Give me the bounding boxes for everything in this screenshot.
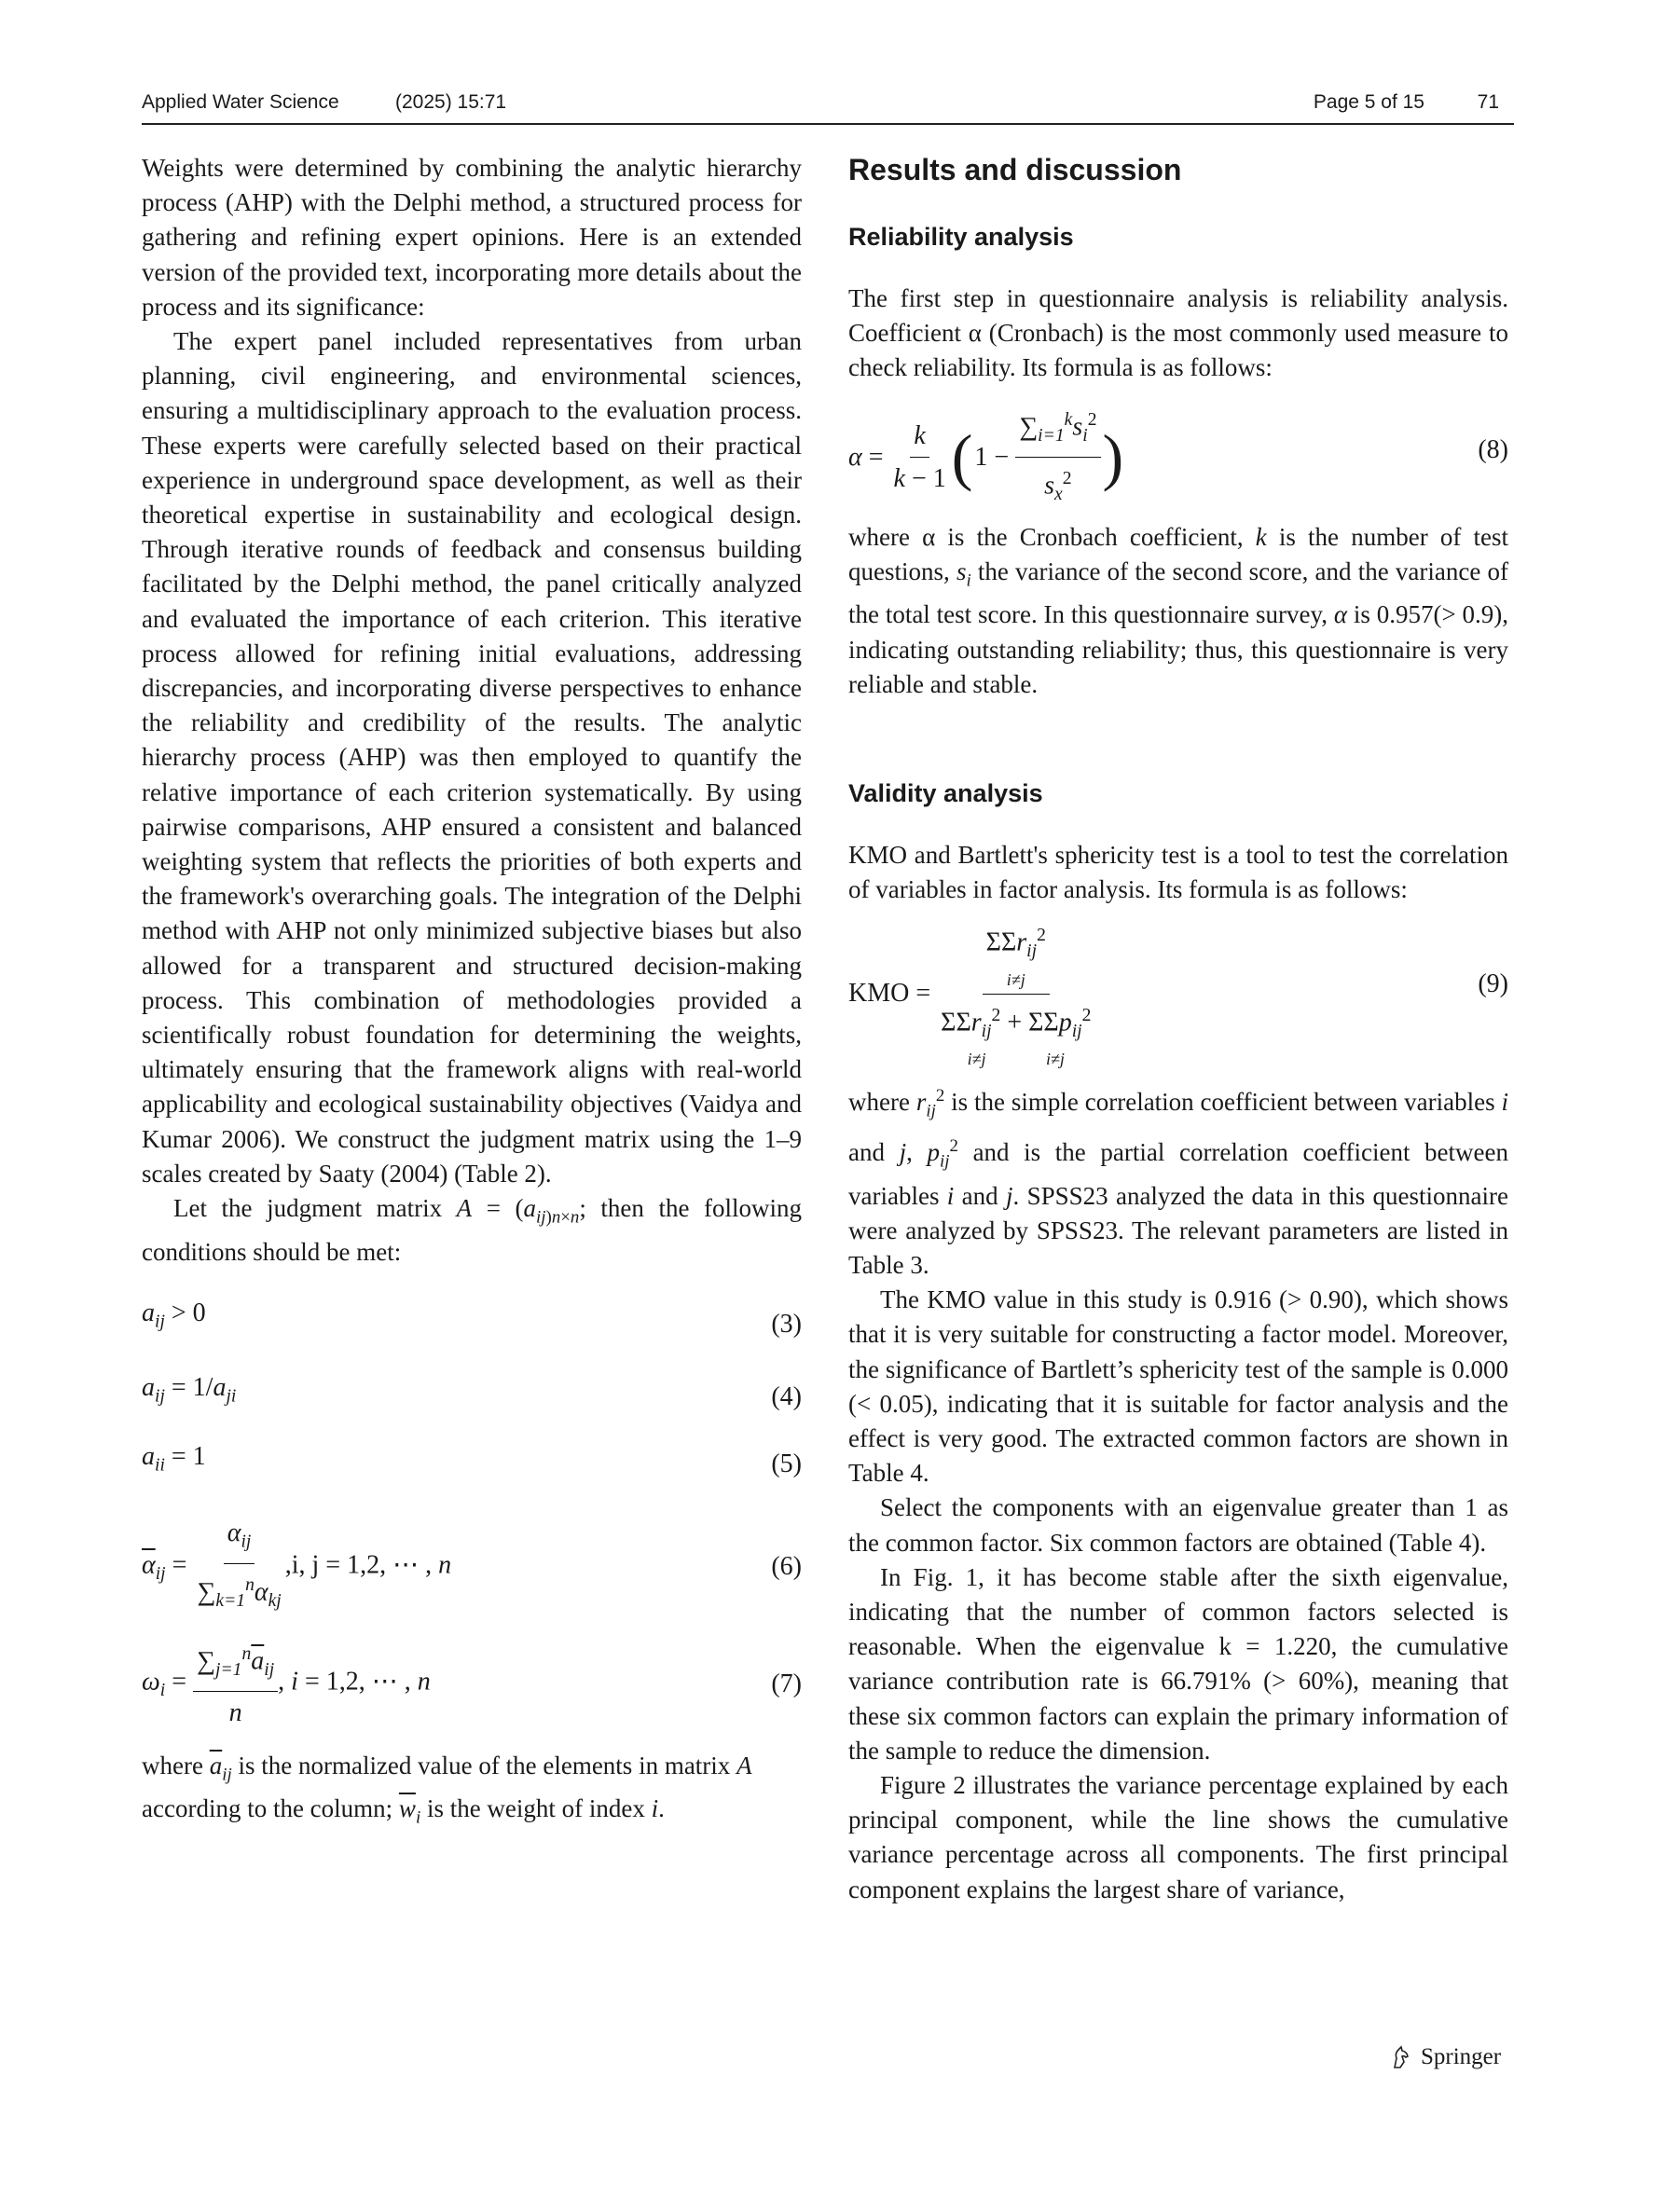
equation-7: $\omega_i$ = $\frac{\sum_{j=1}^n\overline{a}_{ij}}{n}$ , i = 1,2, ⋯ , n (7) [142, 1637, 802, 1749]
right-column [848, 151, 1508, 1907]
header-rule [142, 123, 1514, 125]
equation-label: (5) [771, 1449, 802, 1478]
equation-label: (8) [1478, 434, 1508, 464]
paragraph-components: Select the components with an eigenvalue greater than 1 as the common factor. Six common factors are obtained (Table 4). [848, 1493, 1508, 1557]
left-column [142, 151, 802, 1835]
equation-label: (6) [771, 1551, 802, 1581]
section-heading-results: Results and discussion [848, 153, 1182, 186]
paragraph-normalized: where $\overline{a}_{ij}$ is the normalized value of the elements in matrix A according to the column; $\overline{w}_i$ is the weight of index i. [142, 1751, 752, 1828]
paragraph-fig1: In Fig. 1, it has become stable after the sixth eigenvalue, indicating that the number of common factors selected is reasonable. When the eigenvalue k = 1.220, the cumulative variance contribution rate is 66.791% (> 60%), meaning that these six common factors can explain the primary information of the sample to reduce the dimension. [848, 1562, 1508, 1765]
publisher-name: Springer [1421, 2044, 1502, 2069]
springer-horse-icon [1389, 2045, 1413, 2069]
paragraph-validity: KMO and Bartlett's sphericity test is a tool to test the correlation of variables in factor analysis. Its formula is as follows: [848, 841, 1508, 904]
page-indicator: Page 5 of 15 [1313, 91, 1424, 113]
paragraph-judgment-matrix: Let the judgment matrix $A = (a_{ij)n\times n}$; then the following conditions should be met: [142, 1194, 803, 1266]
running-header [142, 86, 1514, 127]
paragraph-fig2: Figure 2 illustrates the variance percentage explained by each principal component, while the line shows the cumulative variance percentage across all components. The first principal component explains the largest share of variance, [848, 1771, 1508, 1903]
paragraph-cronbach: where α is the Cronbach coefficient, k is the number of test questions, $s_i$ the variance of the second score, and the variance of the total test score. In this questionnaire survey, α is 0.957(> 0.9), indicating outstanding reliability; thus, this questionnaire is very reliable and stable. [848, 522, 1508, 698]
equation-label: (9) [1478, 969, 1508, 999]
paragraph-kmo-value: The KMO value in this study is 0.916 (> 0.90), which shows that it is very suitable for constructing a factor model. Moreover, the significance of Bartlett’s sphericity test of the sample is 0.000 (< 0.05), indicating that it is suitable for factor analysis and the effect is very good. The extracted common factors are shown in Table 4. [848, 1285, 1508, 1488]
journal-name: Applied Water Science [142, 91, 339, 113]
equation-8: α = $\frac{k}{k - 1}$ ( 1 − $\frac{\sum_{i=1}^ks_i^2}{s_x^2}$ ) (8) [848, 397, 1508, 501]
equation-6: $\overline{\alpha}_{ij}$ = $\frac{\alpha_{ij}}{\sum_{k=1}^n\alpha_{kj}}$ ,i, j = 1,2, ⋯ , n (6) [142, 1516, 802, 1618]
equation-label: (4) [771, 1381, 802, 1411]
subsection-heading-validity: Validity analysis [848, 779, 1043, 808]
paragraph-weights: Weights were determined by combining the analytic hierarchy process (AHP) with the Delphi method, a structured process for gathering and refining expert opinions. Here is an extended version of the provided text, incorporating more details about the process and its significance: [142, 154, 802, 321]
paragraph-kmo-definition: where $r_{ij}^2$ is the simple correlation coefficient between variables i and j, $p_{ij}^2$ and is the partial correlation coefficient between variables i and j. SPSS23 analyzed the data in this questionnaire were analyzed by SPSS23. The relevant parameters are listed in Table 3. [848, 1086, 1509, 1280]
article-number: 71 [1477, 91, 1499, 113]
subsection-heading-reliability: Reliability analysis [848, 223, 1074, 251]
equation-3: $a_{ij} > 0$ (3) [142, 1288, 802, 1344]
equation-4: $a_{ij} = 1/a_{ji}$ (4) [142, 1367, 802, 1422]
paragraph-reliability: The first step in questionnaire analysis is reliability analysis. Coefficient α (Cronbach) is the most commonly used measure to check reliability. Its formula is as follows: [848, 284, 1508, 382]
equation-9: KMO = ΣΣr$_{ij}^2$ i≠j ΣΣr$_{ij}^2$ + ΣΣp$_{ij}^2$ i≠j i≠j (9) [848, 918, 1508, 1058]
equation-5: $a_{ii} = 1$ (5) [142, 1439, 802, 1495]
paragraph-expert-panel: The expert panel included representatives from urban planning, civil engineering, and environmental sciences, ensuring a multidisciplinary approach to the evaluation process. These experts were carefully selected based on their practical experience in underground space development, as well as their theoretical expertise in sustainability and ecological design. Through iterative rounds of feedback and consensus building facilitated by the Delphi method, the panel critically analyzed and evaluated the importance of each criterion. This iterative process allowed for refining initial evaluations, addressing discrepancies, and incorporating diverse perspectives to enhance the reliability and credibility of the results. The analytic hierarchy process (AHP) was then employed to quantify the relative importance of each criterion systematically. By using pairwise comparisons, AHP ensured a consistent and balanced weighting system that reflects the priorities of both experts and the framework's overarching goals. The integration of the Delphi method with AHP not only minimized subjective biases but also allowed for a transparent and structured decision-making process. This combination of methodologies provided a scientifically robust foundation for determining the weights, ultimately ensuring that the framework aligns with real-world applicability and ecological sustainability objectives (Vaidya and Kumar 2006). We construct the judgment matrix using the 1–9 scales created by Saaty (2004) (Table 2). [142, 327, 802, 1188]
equation-label: (7) [771, 1669, 802, 1698]
volume-info: (2025) 15:71 [395, 91, 507, 113]
equation-label: (3) [771, 1309, 802, 1339]
publisher-footer [1389, 2044, 1501, 2070]
